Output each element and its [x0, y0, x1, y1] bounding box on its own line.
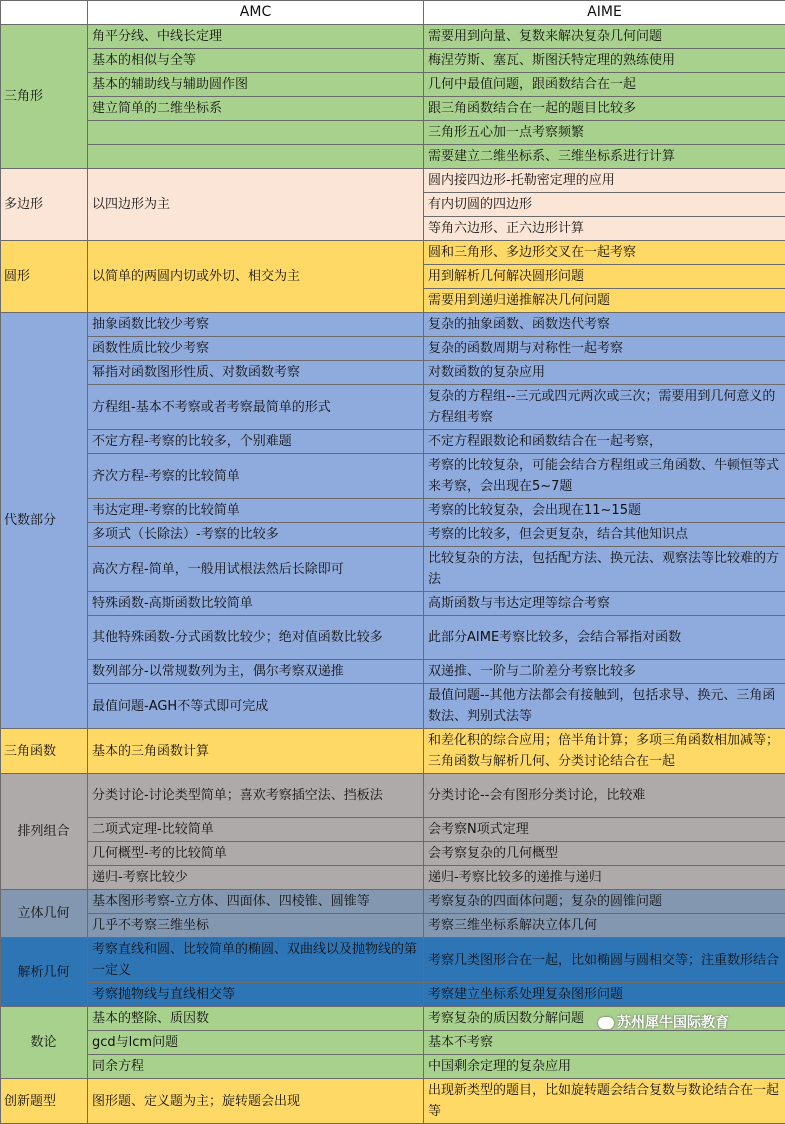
- table-row: [1, 660, 785, 684]
- table-row: [1, 547, 785, 592]
- aime-cell: 考察复杂的四面体问题；复杂的圆锥问题: [424, 890, 785, 914]
- category-cell: 解析几何: [1, 938, 88, 1007]
- table-row: [1, 361, 785, 385]
- amc-cell: 考察抛物线与直线相交等: [88, 983, 424, 1007]
- table-row: [1, 938, 785, 983]
- aime-cell: 圆和三角形、多边形交叉在一起考察: [424, 241, 785, 265]
- amc-cell: 几何概型-考的比较简单: [88, 842, 424, 866]
- table-row: [1, 1031, 785, 1055]
- amc-cell: 抽象函数比较少考察: [88, 313, 424, 337]
- aime-cell: 对数函数的复杂应用: [424, 361, 785, 385]
- category-cell: 三角函数: [1, 729, 88, 774]
- amc-cell: 基本的三角函数计算: [88, 729, 424, 774]
- aime-cell: 和差化积的综合应用；倍半角计算；多项三角函数相加减等；三角函数与解析几何、分类讨论结合在一起: [424, 729, 785, 774]
- category-cell: 圆形: [1, 241, 88, 313]
- watermark: [598, 1012, 729, 1032]
- aime-cell: 需要用到递归递推解决几何问题: [424, 289, 785, 313]
- amc-cell: 函数性质比较少考察: [88, 337, 424, 361]
- table-row: [1, 818, 785, 842]
- category-cell: 数论: [1, 1007, 88, 1079]
- category-cell: 代数部分: [1, 313, 88, 729]
- table-row: [1, 169, 785, 193]
- aime-cell: 三角形五心加一点考察频繁: [424, 121, 785, 145]
- aime-cell: 递归-考察比较多的递推与递归: [424, 866, 785, 890]
- amc-cell: 分类讨论-讨论类型简单；喜欢考察插空法、挡板法: [88, 774, 424, 818]
- aime-cell: 不定方程跟数论和函数结合在一起考察，: [424, 430, 785, 454]
- amc-cell: 同余方程: [88, 1055, 424, 1079]
- watermark-text: 苏州犀牛国际教育: [617, 1015, 729, 1031]
- aime-cell: 用到解析几何解决圆形问题: [424, 265, 785, 289]
- amc-cell: 以四边形为主: [88, 169, 424, 241]
- amc-cell: 数列部分-以常规数列为主，偶尔考察双递推: [88, 660, 424, 684]
- table-row: [1, 121, 785, 145]
- table-row: [1, 337, 785, 361]
- aime-cell: 需要建立二维坐标系、三维坐标系进行计算: [424, 145, 785, 169]
- aime-cell: 最值问题--其他方法都会有接触到，包括求导、换元、三角函数法、判别式法等: [424, 684, 785, 729]
- table-row: [1, 523, 785, 547]
- aime-cell: 考察三维坐标系解决立体几何: [424, 914, 785, 938]
- category-cell: 立体几何: [1, 890, 88, 938]
- amc-cell: 几乎不考察三维坐标: [88, 914, 424, 938]
- amc-cell: [88, 145, 424, 169]
- table-row: [1, 313, 785, 337]
- category-cell: 排列组合: [1, 774, 88, 890]
- amc-cell: 韦达定理-考察的比较简单: [88, 499, 424, 523]
- amc-cell: 不定方程-考察的比较多，个别难题: [88, 430, 424, 454]
- amc-cell: [88, 121, 424, 145]
- table-row: [1, 73, 785, 97]
- amc-cell: 考察直线和圆、比较简单的椭圆、双曲线以及抛物线的第一定义: [88, 938, 424, 983]
- aime-cell: 比较复杂的方法，包括配方法、换元法、观察法等比较难的方法: [424, 547, 785, 592]
- amc-cell: 基本图形考察-立方体、四面体、四棱锥、圆锥等: [88, 890, 424, 914]
- aime-cell: 有内切圆的四边形: [424, 193, 785, 217]
- aime-cell: 考察的比较复杂，会出现在11~15题: [424, 499, 785, 523]
- aime-cell: 考察的比较多，但会更复杂，结合其他知识点: [424, 523, 785, 547]
- aime-cell: 复杂的方程组--三元或四元两次或三次；需要用到几何意义的方程组考察: [424, 385, 785, 430]
- amc-cell: 多项式（长除法）-考察的比较多: [88, 523, 424, 547]
- table-body: [1, 25, 785, 1124]
- table-row: [1, 1055, 785, 1079]
- aime-cell: 考察建立坐标系处理复杂图形问题: [424, 983, 785, 1007]
- amc-cell: 角平分线、中线长定理: [88, 25, 424, 49]
- table-row: [1, 430, 785, 454]
- wechat-icon: [598, 1017, 614, 1029]
- header-category: [1, 1, 88, 25]
- aime-cell: 高斯函数与韦达定理等综合考察: [424, 592, 785, 616]
- amc-cell: 齐次方程-考察的比较简单: [88, 454, 424, 499]
- table-row: [1, 592, 785, 616]
- table-row: [1, 890, 785, 914]
- aime-cell: 圆内接四边形-托勒密定理的应用: [424, 169, 785, 193]
- amc-cell: 基本的相似与全等: [88, 49, 424, 73]
- aime-cell: 考察的比较复杂，可能会结合方程组或三角函数、牛顿恒等式来考察，会出现在5~7题: [424, 454, 785, 499]
- table-row: [1, 729, 785, 774]
- amc-cell: gcd与lcm问题: [88, 1031, 424, 1055]
- aime-cell: 需要用到向量、复数来解决复杂几何问题: [424, 25, 785, 49]
- table-row: [1, 145, 785, 169]
- aime-cell: 中国剩余定理的复杂应用: [424, 1055, 785, 1079]
- table-row: [1, 241, 785, 265]
- amc-cell: 高次方程-简单，一般用试根法然后长除即可: [88, 547, 424, 592]
- table-row: [1, 842, 785, 866]
- aime-cell: 复杂的函数周期与对称性一起考察: [424, 337, 785, 361]
- table-row: [1, 97, 785, 121]
- aime-cell: 几何中最值问题，跟函数结合在一起: [424, 73, 785, 97]
- aime-cell: 基本不考察: [424, 1031, 785, 1055]
- aime-cell: 出现新类型的题目，比如旋转题会结合复数与数论结合在一起等: [424, 1079, 785, 1124]
- aime-cell: 跟三角函数结合在一起的题目比较多: [424, 97, 785, 121]
- table-row: [1, 774, 785, 818]
- amc-cell: 最值问题-AGH不等式即可完成: [88, 684, 424, 729]
- category-cell: 多边形: [1, 169, 88, 241]
- aime-cell: 此部分AIME考察比较多，会结合幂指对函数: [424, 616, 785, 660]
- header-amc: AMC: [88, 1, 424, 25]
- amc-cell: 递归-考察比较少: [88, 866, 424, 890]
- aime-cell: 双递推、一阶与二阶差分考察比较多: [424, 660, 785, 684]
- amc-cell: 幂指对函数图形性质、对数函数考察: [88, 361, 424, 385]
- aime-cell: 复杂的抽象函数、函数迭代考察: [424, 313, 785, 337]
- aime-cell: 考察几类图形合在一起，比如椭圆与圆相交等；注重数形结合: [424, 938, 785, 983]
- table-row: [1, 684, 785, 729]
- table-row: [1, 866, 785, 890]
- amc-cell: 方程组-基本不考察或者考察最简单的形式: [88, 385, 424, 430]
- aime-cell: 分类讨论--会有图形分类讨论，比较难: [424, 774, 785, 818]
- table-row: [1, 385, 785, 430]
- table-row: [1, 25, 785, 49]
- category-cell: 创新题型: [1, 1079, 88, 1124]
- aime-cell: 等角六边形、正六边形计算: [424, 217, 785, 241]
- header-aime: AIME: [424, 1, 785, 25]
- amc-cell: 图形题、定义题为主；旋转题会出现: [88, 1079, 424, 1124]
- table-row: [1, 983, 785, 1007]
- aime-cell: 梅涅劳斯、塞瓦、斯图沃特定理的熟练使用: [424, 49, 785, 73]
- category-cell: 三角形: [1, 25, 88, 169]
- table-row: [1, 49, 785, 73]
- table-row: [1, 1079, 785, 1124]
- amc-cell: 基本的整除、质因数: [88, 1007, 424, 1031]
- table-row: [1, 616, 785, 660]
- amc-cell: 以简单的两圆内切或外切、相交为主: [88, 241, 424, 313]
- aime-cell: 会考察复杂的几何概型: [424, 842, 785, 866]
- table-row: [1, 499, 785, 523]
- amc-cell: 特殊函数-高斯函数比较简单: [88, 592, 424, 616]
- amc-cell: 基本的辅助线与辅助圆作图: [88, 73, 424, 97]
- table-row: [1, 914, 785, 938]
- header-row: [1, 1, 785, 25]
- amc-cell: 建立简单的二维坐标系: [88, 97, 424, 121]
- aime-cell: 考察复杂的质因数分解问题: [424, 1007, 785, 1031]
- amc-cell: 其他特殊函数-分式函数比较少；绝对值函数比较多: [88, 616, 424, 660]
- amc-cell: 二项式定理-比较简单: [88, 818, 424, 842]
- table-row: [1, 454, 785, 499]
- aime-cell: 会考察N项式定理: [424, 818, 785, 842]
